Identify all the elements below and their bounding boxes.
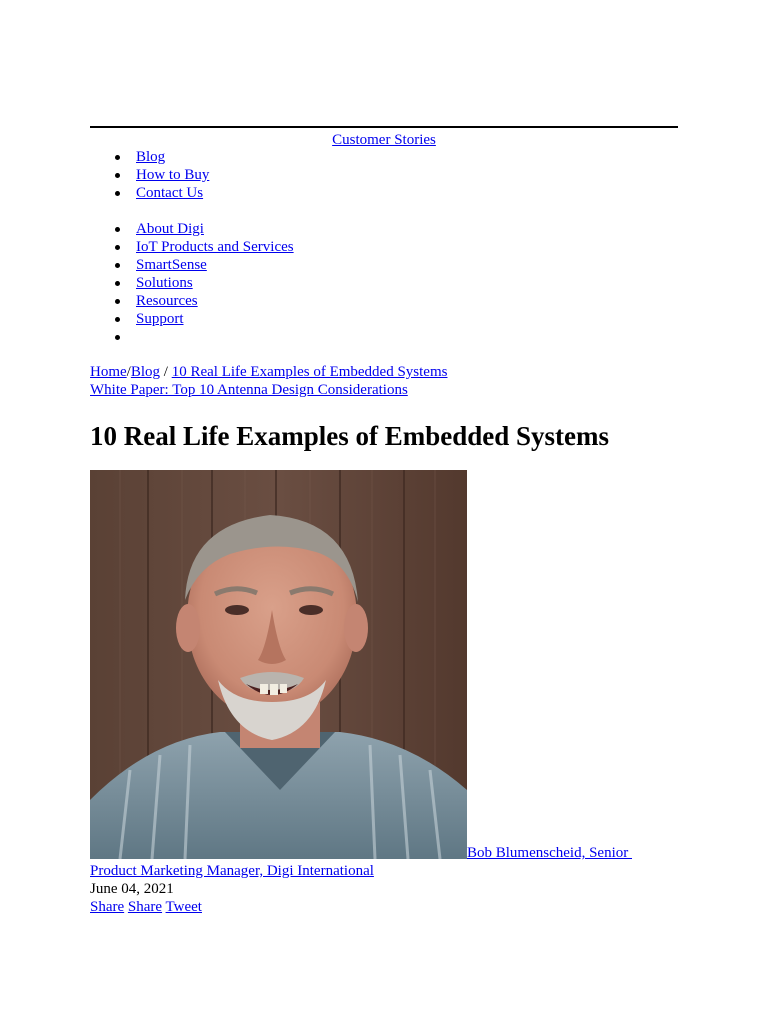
how-to-buy-link[interactable]: How to Buy xyxy=(136,167,210,183)
white-paper-promo xyxy=(90,381,408,399)
about-digi-link[interactable]: About Digi xyxy=(136,221,204,237)
publish-date: June 04, 2021 xyxy=(90,881,174,897)
nav-item-iot-products xyxy=(136,238,294,256)
breadcrumb-separator: / xyxy=(126,364,131,380)
nav-item-contact-us xyxy=(136,184,209,202)
share-button[interactable]: Share xyxy=(90,899,125,915)
author-photo xyxy=(90,470,467,859)
nav-item-how-to-buy xyxy=(136,166,209,184)
contact-us-link[interactable]: Contact Us xyxy=(136,185,204,201)
nav-item-smartsense xyxy=(136,256,294,274)
page-title: 10 Real Life Examples of Embedded Systems xyxy=(90,421,609,451)
support-link[interactable]: Support xyxy=(136,311,184,327)
author-name-line2 xyxy=(90,862,374,880)
header-divider xyxy=(90,126,678,128)
share-row xyxy=(90,898,202,916)
breadcrumb-current-link[interactable]: 10 Real Life Examples of Embedded Systems xyxy=(171,364,448,380)
breadcrumb-home-link[interactable]: Home xyxy=(90,364,127,380)
breadcrumb xyxy=(90,363,447,381)
tweet-button[interactable]: Tweet xyxy=(165,899,202,915)
customer-stories-container xyxy=(90,131,678,149)
nav-item-blog xyxy=(136,148,209,166)
resources-link[interactable]: Resources xyxy=(136,293,198,309)
author-name-line1 xyxy=(467,844,632,862)
nav-item-solutions xyxy=(136,274,294,292)
share-button[interactable]: Share xyxy=(127,899,163,915)
customer-stories-link[interactable]: Customer Stories xyxy=(332,132,436,148)
nav-item-support xyxy=(136,310,294,328)
smartsense-link[interactable]: SmartSense xyxy=(136,257,207,273)
breadcrumb-separator: / xyxy=(160,364,172,380)
nav-item-resources xyxy=(136,292,294,310)
blog-link[interactable]: Blog xyxy=(136,149,166,165)
primary-nav xyxy=(136,148,209,202)
solutions-link[interactable]: Solutions xyxy=(136,275,193,291)
secondary-nav xyxy=(136,220,294,346)
author-link[interactable]: Bob Blumenscheid, Senior xyxy=(467,845,632,861)
iot-products-link[interactable]: IoT Products and Services xyxy=(136,239,294,255)
breadcrumb-blog-link[interactable]: Blog xyxy=(130,364,161,380)
nav-item-empty xyxy=(136,328,294,346)
nav-item-about-digi xyxy=(136,220,294,238)
author-link-continued[interactable]: Product Marketing Manager, Digi International xyxy=(90,863,374,879)
white-paper-link[interactable]: White Paper: Top 10 Antenna Design Considerations xyxy=(90,382,408,398)
